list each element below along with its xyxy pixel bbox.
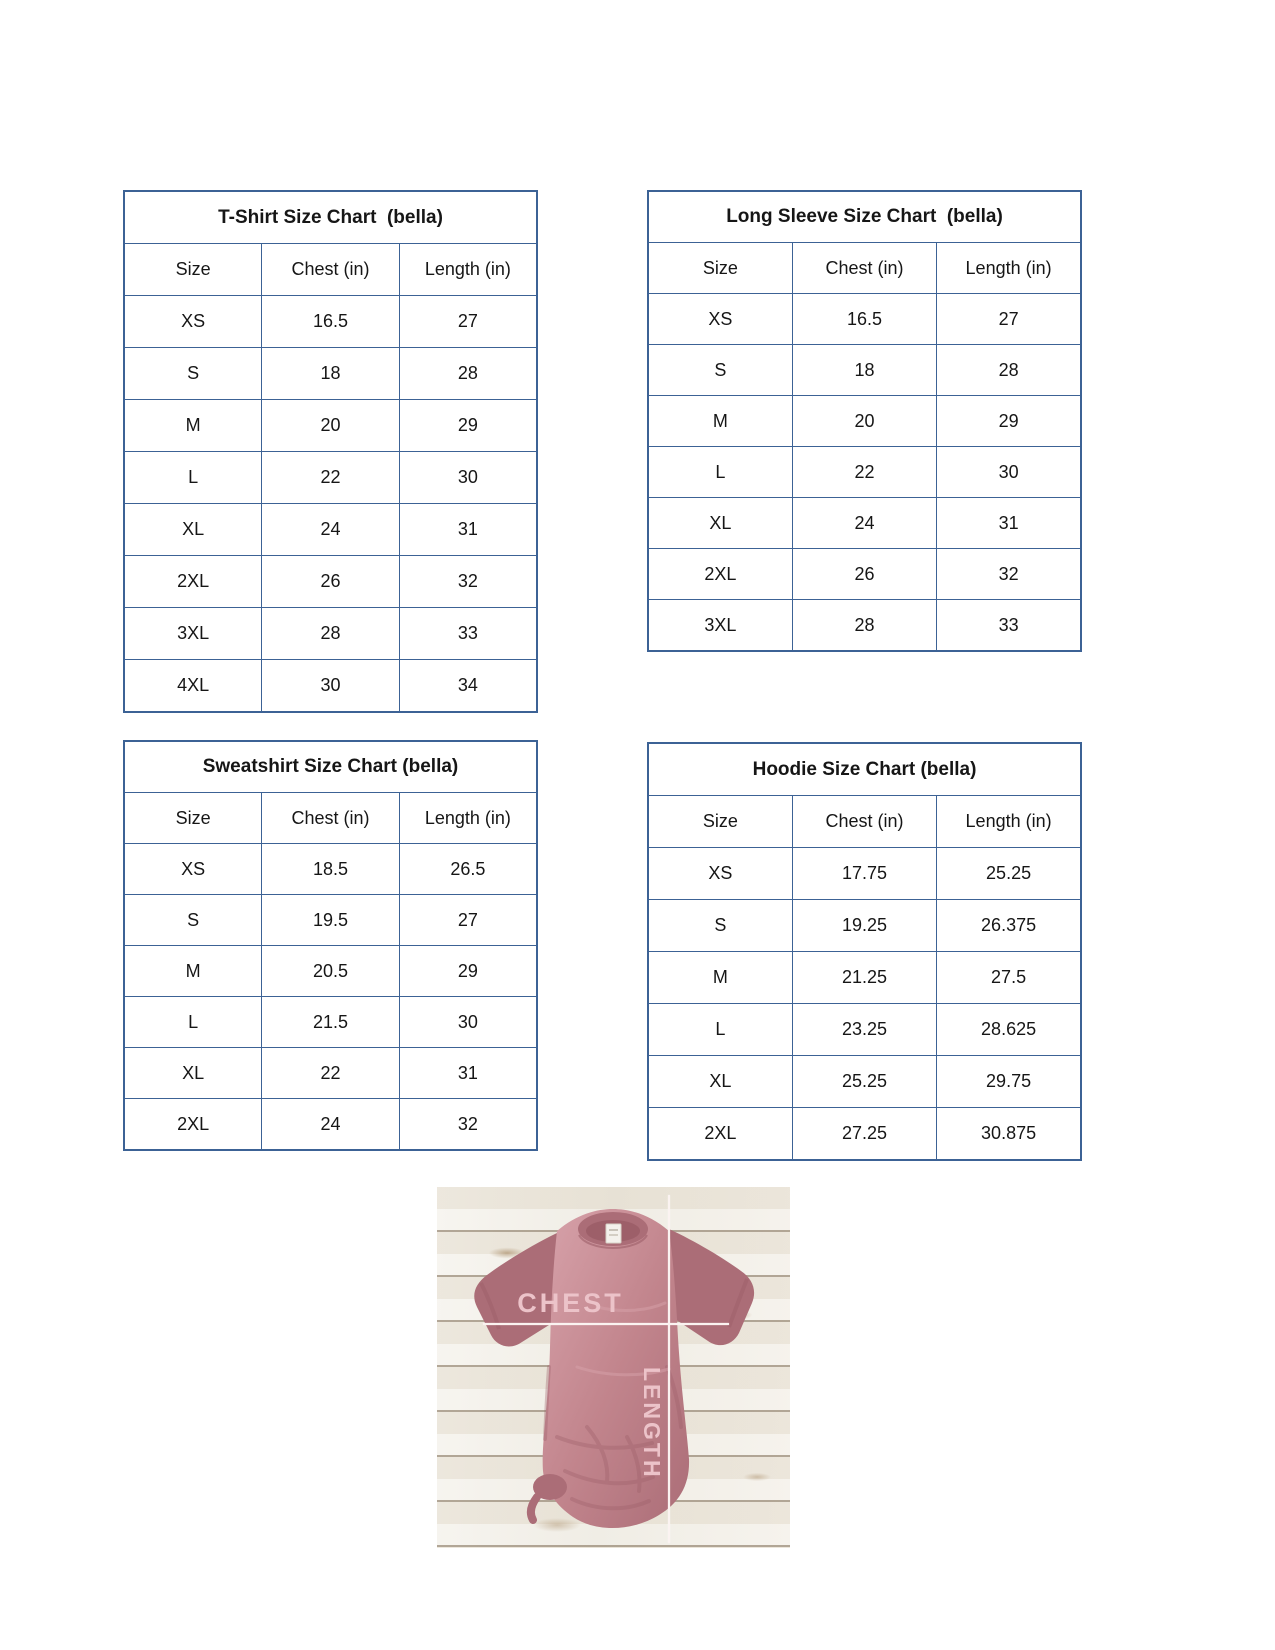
sweatshirt-size-chart <box>123 740 538 1151</box>
chest-cell: 30 <box>262 660 400 713</box>
size-cell: XL <box>648 1056 792 1108</box>
length-cell: 31 <box>399 504 537 556</box>
col-header-length: Length (in) <box>399 793 537 844</box>
table-row <box>648 396 1081 447</box>
length-cell: 26.5 <box>399 844 537 895</box>
col-header-size: Size <box>124 244 262 296</box>
size-cell: XL <box>124 504 262 556</box>
table-row <box>124 348 537 400</box>
col-header-chest: Chest (in) <box>262 244 400 296</box>
chest-cell: 26 <box>262 556 400 608</box>
length-cell: 30 <box>399 452 537 504</box>
table-row <box>648 1004 1081 1056</box>
col-header-chest: Chest (in) <box>262 793 400 844</box>
chest-cell: 25.25 <box>792 1056 936 1108</box>
table-row <box>648 294 1081 345</box>
table-row <box>648 1108 1081 1161</box>
table-row <box>124 1048 537 1099</box>
table-row <box>124 895 537 946</box>
length-cell: 30 <box>937 447 1081 498</box>
size-cell: S <box>124 895 262 946</box>
chest-cell: 16.5 <box>262 296 400 348</box>
size-cell: S <box>124 348 262 400</box>
length-cell: 27 <box>937 294 1081 345</box>
size-cell: S <box>648 345 792 396</box>
length-label: LENGTH <box>639 1366 665 1480</box>
size-cell: XS <box>648 294 792 345</box>
table-row <box>124 946 537 997</box>
length-cell: 32 <box>937 549 1081 600</box>
table-row <box>124 556 537 608</box>
chest-label: CHEST <box>517 1288 624 1318</box>
length-cell: 27.5 <box>937 952 1081 1004</box>
chest-cell: 22 <box>262 452 400 504</box>
length-cell: 27 <box>399 296 537 348</box>
size-cell: M <box>124 946 262 997</box>
table-header-row <box>648 243 1081 294</box>
long-sleeve-size-chart <box>647 190 1082 652</box>
chest-cell: 20 <box>792 396 936 447</box>
table-row <box>648 498 1081 549</box>
length-cell: 30 <box>399 997 537 1048</box>
length-cell: 32 <box>399 1099 537 1151</box>
length-cell: 28.625 <box>937 1004 1081 1056</box>
table-header-row <box>648 796 1081 848</box>
size-cell: L <box>124 997 262 1048</box>
chest-cell: 22 <box>262 1048 400 1099</box>
length-cell: 33 <box>399 608 537 660</box>
table-row <box>648 952 1081 1004</box>
length-cell: 28 <box>937 345 1081 396</box>
chest-cell: 18 <box>792 345 936 396</box>
table-row <box>648 1056 1081 1108</box>
table-row <box>124 1099 537 1151</box>
length-cell: 27 <box>399 895 537 946</box>
table-row <box>648 345 1081 396</box>
table-header-row <box>124 793 537 844</box>
table-title-row <box>124 191 537 244</box>
neck-tag <box>606 1224 621 1243</box>
size-cell: XL <box>124 1048 262 1099</box>
table-row <box>124 660 537 713</box>
length-cell: 31 <box>937 498 1081 549</box>
table-row <box>124 504 537 556</box>
col-header-size: Size <box>648 243 792 294</box>
length-cell: 32 <box>399 556 537 608</box>
tshirt-table <box>123 190 538 713</box>
table-body <box>648 848 1081 1161</box>
chest-cell: 28 <box>792 600 936 652</box>
tshirt-graphic <box>437 1187 790 1548</box>
length-cell: 33 <box>937 600 1081 652</box>
length-cell: 29.75 <box>937 1056 1081 1108</box>
table-row <box>124 452 537 504</box>
size-cell: 2XL <box>124 1099 262 1151</box>
size-cell: L <box>124 452 262 504</box>
table-title: Long Sleeve Size Chart (bella) <box>648 191 1081 243</box>
col-header-length: Length (in) <box>399 244 537 296</box>
table-row <box>124 844 537 895</box>
chest-cell: 19.5 <box>262 895 400 946</box>
chest-cell: 24 <box>792 498 936 549</box>
length-cell: 25.25 <box>937 848 1081 900</box>
col-header-length: Length (in) <box>937 796 1081 848</box>
length-cell: 34 <box>399 660 537 713</box>
table-row <box>124 997 537 1048</box>
table-row <box>124 608 537 660</box>
size-cell: S <box>648 900 792 952</box>
table-row <box>648 600 1081 652</box>
col-header-size: Size <box>648 796 792 848</box>
size-cell: 2XL <box>648 549 792 600</box>
size-cell: 3XL <box>124 608 262 660</box>
knot-tail <box>531 1497 537 1520</box>
size-cell: M <box>648 396 792 447</box>
size-cell: 4XL <box>124 660 262 713</box>
chest-cell: 18.5 <box>262 844 400 895</box>
size-cell: L <box>648 447 792 498</box>
table-body <box>124 844 537 1151</box>
size-cell: XS <box>648 848 792 900</box>
col-header-length: Length (in) <box>937 243 1081 294</box>
table-header-row <box>124 244 537 296</box>
chest-cell: 21.5 <box>262 997 400 1048</box>
size-cell: M <box>124 400 262 452</box>
chest-cell: 19.25 <box>792 900 936 952</box>
table-row <box>648 900 1081 952</box>
chest-cell: 24 <box>262 504 400 556</box>
hoodie-table <box>647 742 1082 1161</box>
col-header-chest: Chest (in) <box>792 243 936 294</box>
table-body <box>124 296 537 713</box>
table-row <box>648 447 1081 498</box>
chest-cell: 23.25 <box>792 1004 936 1056</box>
size-cell: 2XL <box>124 556 262 608</box>
size-cell: 2XL <box>648 1108 792 1161</box>
chest-cell: 17.75 <box>792 848 936 900</box>
size-cell: L <box>648 1004 792 1056</box>
size-cell: XS <box>124 296 262 348</box>
chest-cell: 26 <box>792 549 936 600</box>
size-cell: XS <box>124 844 262 895</box>
length-cell: 29 <box>399 400 537 452</box>
chest-measure-line <box>483 1323 729 1325</box>
length-cell: 30.875 <box>937 1108 1081 1161</box>
chest-cell: 27.25 <box>792 1108 936 1161</box>
col-header-size: Size <box>124 793 262 844</box>
table-row <box>648 549 1081 600</box>
table-row <box>124 296 537 348</box>
length-cell: 29 <box>937 396 1081 447</box>
col-header-chest: Chest (in) <box>792 796 936 848</box>
chest-cell: 20.5 <box>262 946 400 997</box>
chest-cell: 22 <box>792 447 936 498</box>
length-cell: 28 <box>399 348 537 400</box>
table-title: T-Shirt Size Chart (bella) <box>124 191 537 244</box>
chest-cell: 28 <box>262 608 400 660</box>
length-measure-line <box>668 1195 670 1543</box>
size-cell: M <box>648 952 792 1004</box>
size-cell: XL <box>648 498 792 549</box>
chest-cell: 18 <box>262 348 400 400</box>
long-sleeve-table <box>647 190 1082 652</box>
hoodie-size-chart <box>647 742 1082 1161</box>
chest-cell: 16.5 <box>792 294 936 345</box>
table-title-row <box>648 743 1081 796</box>
chest-cell: 21.25 <box>792 952 936 1004</box>
shirt-measurement-photo <box>437 1187 790 1548</box>
table-body <box>648 294 1081 652</box>
size-cell: 3XL <box>648 600 792 652</box>
chest-cell: 24 <box>262 1099 400 1151</box>
length-cell: 31 <box>399 1048 537 1099</box>
table-row <box>124 400 537 452</box>
length-cell: 29 <box>399 946 537 997</box>
chest-cell: 20 <box>262 400 400 452</box>
table-title: Sweatshirt Size Chart (bella) <box>124 741 537 793</box>
table-title-row <box>124 741 537 793</box>
table-title: Hoodie Size Chart (bella) <box>648 743 1081 796</box>
length-cell: 26.375 <box>937 900 1081 952</box>
sweatshirt-table <box>123 740 538 1151</box>
tshirt-size-chart <box>123 190 538 713</box>
table-title-row <box>648 191 1081 243</box>
table-row <box>648 848 1081 900</box>
